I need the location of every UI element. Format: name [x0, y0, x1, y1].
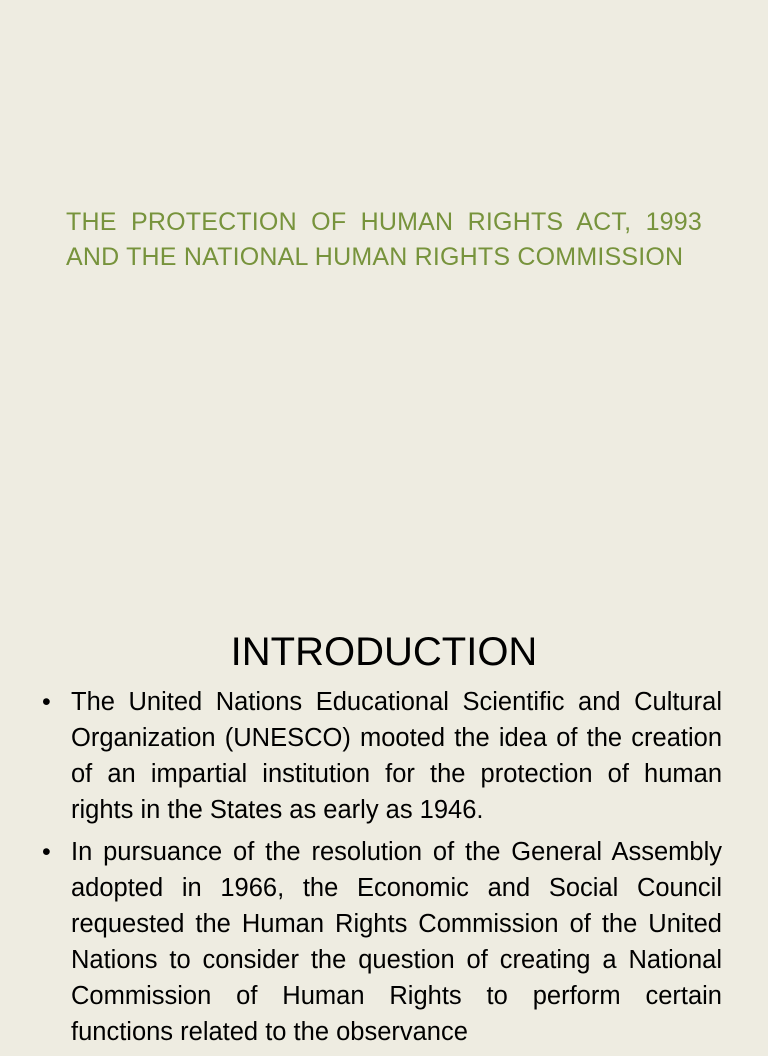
- bullet-text: The United Nations Educational Scientific and Cultural Organization (UNESCO) mooted the idea of the creation of an impartial institution for the protection of human rights in the States as early as 1946.: [71, 688, 722, 824]
- section-heading: INTRODUCTION: [230, 630, 538, 674]
- bullet-dot-icon: •: [42, 688, 51, 716]
- bullet-list: [40, 684, 722, 1056]
- bullet-text: In pursuance of the resolution of the General Assembly adopted in 1966, the Economic and Social Council requested the Human Rights Commission of the United Nations to consider the question of creating a National Commission of Human Rights to perform certain functions related to the observance: [71, 838, 722, 1046]
- slide-title: [66, 205, 702, 275]
- slide-title-line-1: THE PROTECTION OF HUMAN RIGHTS ACT, 1993: [66, 208, 702, 236]
- bullet-item: [40, 834, 722, 1050]
- bullet-item: [40, 684, 722, 828]
- slide-title-line-2: AND THE NATIONAL HUMAN RIGHTS COMMISSION: [66, 243, 684, 271]
- bullet-dot-icon: •: [42, 838, 51, 866]
